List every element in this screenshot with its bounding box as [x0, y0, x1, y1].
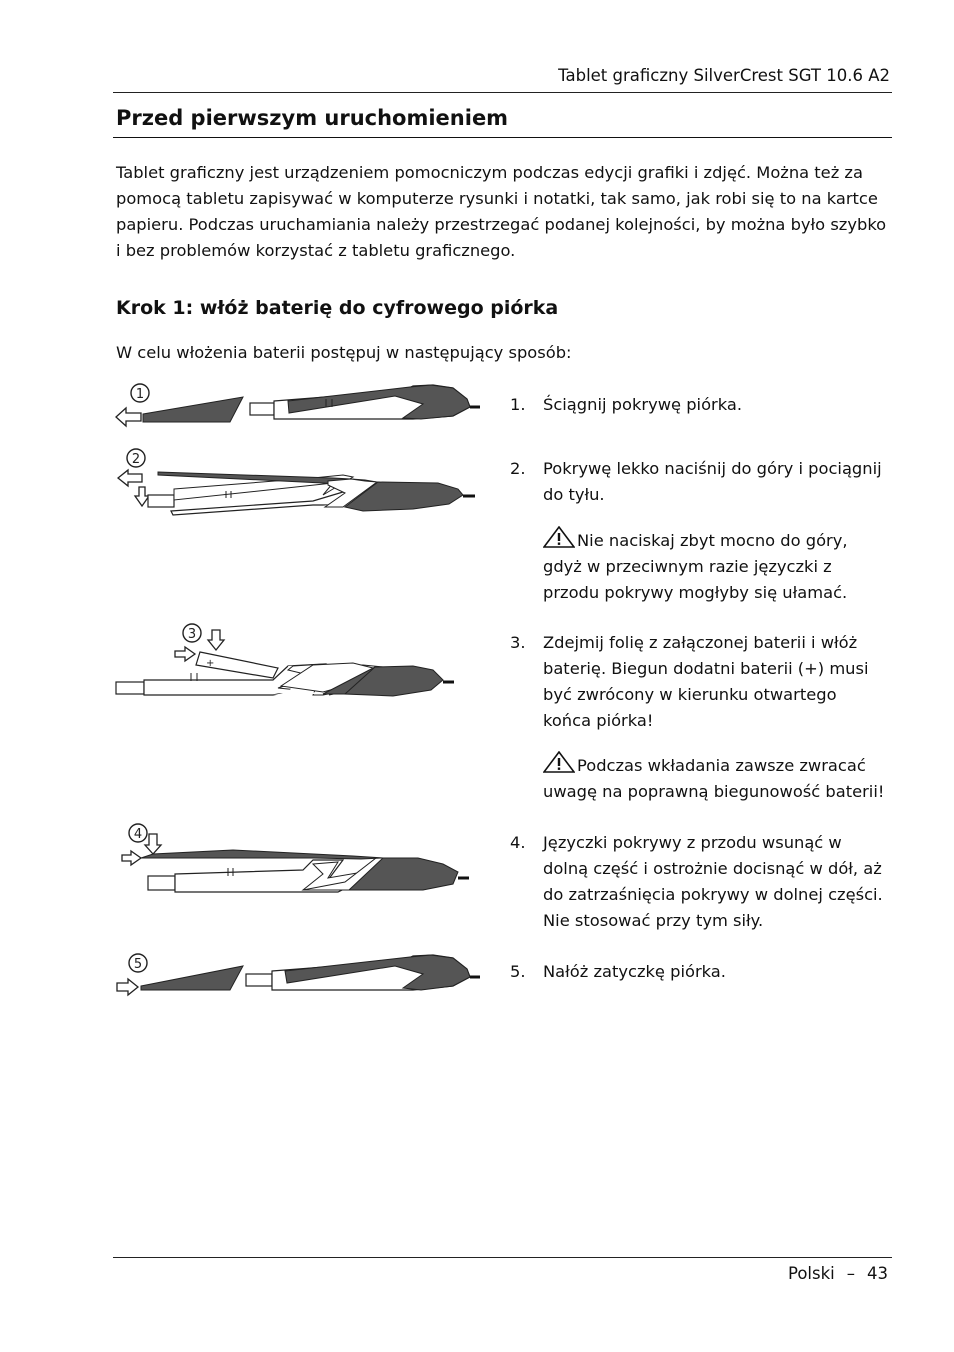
- footer-divider: [113, 1257, 892, 1258]
- step-item-2: [510, 456, 888, 508]
- step-number: 5.: [510, 962, 526, 981]
- header-divider: [113, 92, 892, 93]
- push-down-arrow-icon: [145, 834, 161, 854]
- insert-arrow-icon: [122, 851, 141, 865]
- svg-text:3: 3: [187, 627, 197, 642]
- page-number: 43: [867, 1264, 888, 1283]
- step-text: Zdejmij folię z załączonej baterii i włóż baterię. Biegun dodatni baterii (+) musi być zwrócony w kierunku otwartego końca piórka!: [543, 633, 869, 730]
- pen-cap: [143, 397, 243, 422]
- section-title-underline: [113, 137, 892, 138]
- pull-arrow-icon: [116, 408, 141, 426]
- illustration-step-2: [113, 445, 485, 520]
- intro-paragraph: Tablet graficzny jest urządzeniem pomocniczym podczas edycji grafiki i zdjęć. Można też za pomocą tabletu zapisywać w komputerze rysunki i notatki, tak samo, jak robi się to na kartce papieru. Podczas uruchamiania należy przestrzegać podanej kolejności, by można było szybko i bez problemów korzystać z tabletu graficznego.: [116, 163, 887, 260]
- step-item-3: [510, 630, 888, 734]
- step-text: Ściągnij pokrywę piórka.: [543, 395, 743, 414]
- step-text: Nałóż zatyczkę piórka.: [543, 962, 726, 981]
- pull-arrow-icon: [118, 470, 142, 486]
- warning-triangle-icon: [543, 751, 575, 773]
- warning-text: Podczas wkładania zawsze zwracać uwagę na poprawną biegunowość baterii!: [543, 756, 885, 801]
- battery-polarity-label: +: [206, 658, 215, 669]
- step-text: Języczki pokrywy z przodu wsunąć w dolną część i ostrożnie docisnąć w dół, aż do zatrzaśnięcia pokrywy w dolnej części. Nie stosować przy tym siły.: [543, 833, 883, 930]
- svg-text:5: 5: [133, 957, 143, 972]
- step-number: 1.: [510, 395, 526, 414]
- push-down-arrow-icon: [208, 630, 224, 650]
- push-up-arrow-icon: [135, 487, 149, 506]
- illustration-step-1: [113, 380, 485, 432]
- step-number: 2.: [510, 459, 526, 478]
- warning-text: Nie naciskaj zbyt mocno do góry, gdyż w przeciwnym razie języczki z przodu pokrywy mogłyby się ułamać.: [543, 531, 848, 602]
- pen-cap: [141, 966, 243, 990]
- step-section-title: Krok 1: włóż baterię do cyfrowego piórka: [116, 297, 559, 319]
- footer-language: Polski: [787, 1264, 835, 1283]
- insert-arrow-icon: [175, 647, 195, 661]
- step-item-4: [510, 830, 888, 934]
- step-number: 4.: [510, 833, 526, 852]
- step-text: Pokrywę lekko naciśnij do góry i pociągnij do tyłu.: [543, 459, 882, 504]
- illustration-step-3: [113, 620, 485, 700]
- warning-triangle-icon: [543, 526, 575, 548]
- step-number: 3.: [510, 633, 526, 652]
- step-section-lead: W celu włożenia baterii postępuj w następujący sposób:: [116, 343, 572, 362]
- running-header: Tablet graficzny SilverCrest SGT 10.6 A2: [558, 66, 890, 85]
- footer-separator: –: [846, 1264, 855, 1283]
- section-title: Przed pierwszym uruchomieniem: [116, 106, 509, 130]
- push-arrow-icon: [117, 979, 138, 995]
- illustration-step-4: [113, 820, 485, 895]
- svg-text:2: 2: [131, 452, 141, 467]
- svg-text:1: 1: [135, 387, 145, 402]
- page-footer: [788, 1264, 888, 1283]
- warning-note-2: [543, 751, 888, 805]
- svg-text:4: 4: [133, 827, 143, 842]
- warning-note-1: [543, 526, 888, 606]
- step-item-1: [510, 392, 888, 418]
- illustration-step-5: [113, 950, 485, 1000]
- step-item-5: [510, 959, 888, 985]
